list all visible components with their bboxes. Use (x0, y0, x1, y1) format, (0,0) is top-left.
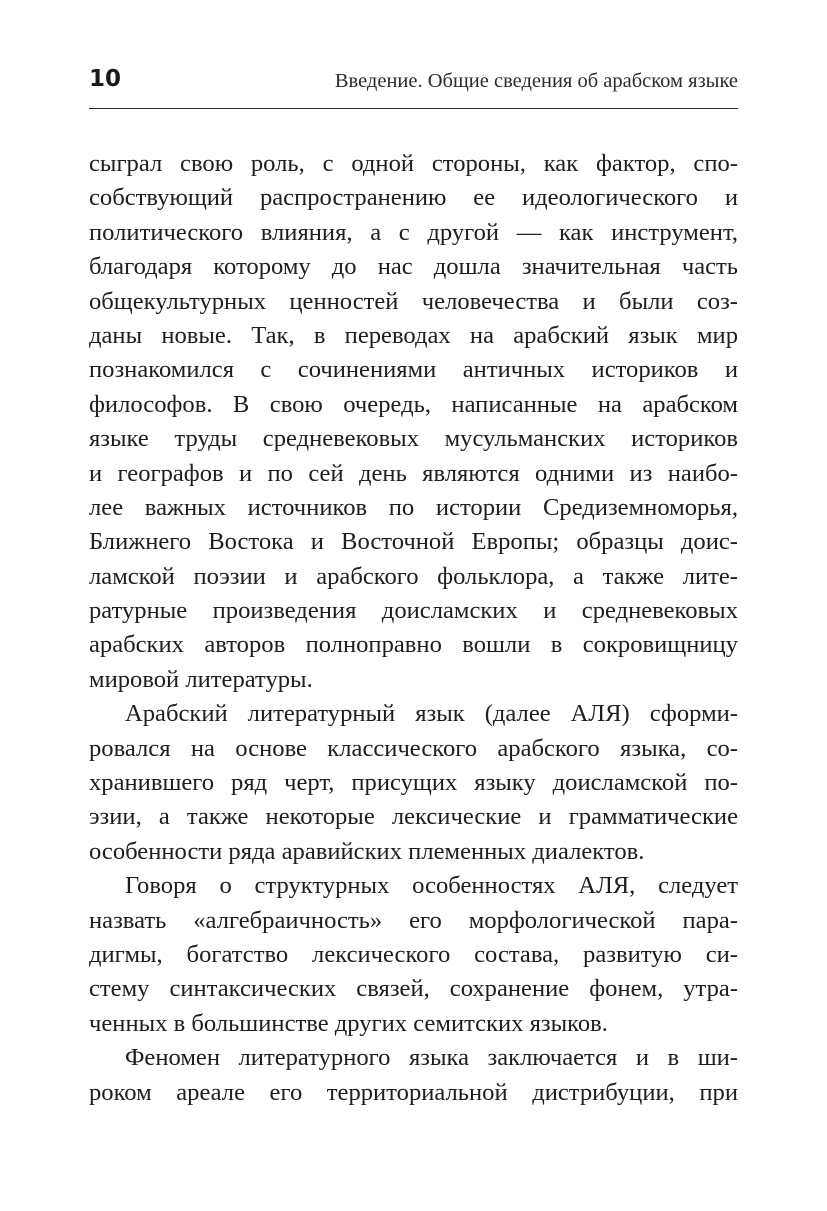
paragraph (89, 697, 738, 869)
text-line: языке труды средневековых мусульманских историков (89, 425, 738, 453)
running-title: Введение. Общие сведения об арабском языке (334, 70, 738, 92)
text-line: ровался на основе классического арабского языка, со- (89, 734, 738, 762)
text-line: особенности ряда аравийских племенных диалектов. (89, 837, 645, 865)
page-number: 10 (89, 66, 122, 92)
text-line: Феномен литературного языка заключается и в ши- (125, 1044, 738, 1072)
text-line: стему синтаксических связей, сохранение фонем, утра- (89, 975, 738, 1003)
text-line: сыграл свою роль, с одной стороны, как фактор, спо- (89, 150, 738, 177)
text-line: благодаря которому до нас дошла значительная часть (89, 253, 738, 281)
text-line: роком ареале его территориальной дистрибуции, при (89, 1078, 738, 1106)
text-line: даны новые. Так, в переводах на арабский язык мир (89, 321, 738, 349)
text-line: собствующий распространению ее идеологического и (89, 184, 738, 212)
text-line: арабских авторов полноправно вошли в сокровищницу (89, 631, 738, 659)
text-line: ламской поэзии и арабского фольклора, а также лите- (89, 562, 738, 590)
text-line: дигмы, богатство лексического состава, развитую си- (89, 940, 738, 968)
body-text (89, 147, 738, 1110)
paragraph (89, 869, 738, 1041)
text-line: и географов и по сей день являются одними из наибо- (89, 459, 738, 487)
text-line: мировой литературы. (89, 665, 313, 693)
text-line: назвать «алгебраичность» его морфологической пара- (89, 906, 738, 934)
text-line: политического влияния, а с другой — как инструмент, (89, 218, 738, 246)
text-line: эзии, а также некоторые лексические и грамматические (89, 803, 738, 831)
text-line: общекультурных ценностей человечества и были соз- (89, 287, 738, 315)
page-header (89, 60, 738, 109)
text-line: Арабский литературный язык (далее АЛЯ) сформи- (125, 700, 738, 728)
text-line: Ближнего Востока и Восточной Европы; образцы доис- (89, 528, 738, 556)
text-line: ченных в большинстве других семитских языков. (89, 1009, 608, 1037)
text-line: философов. В свою очередь, написанные на арабском (89, 390, 738, 418)
text-line: лее важных источников по истории Средиземноморья, (89, 493, 738, 521)
text-line: ратурные произведения доисламских и средневековых (89, 597, 738, 625)
text-line: Говоря о структурных особенностях АЛЯ, следует (125, 872, 738, 900)
text-line: познакомился с сочинениями античных историков и (89, 356, 738, 384)
paragraph (89, 147, 738, 697)
text-line: хранившего ряд черт, присущих языку доисламской по- (89, 769, 738, 797)
paragraph (89, 1041, 738, 1110)
